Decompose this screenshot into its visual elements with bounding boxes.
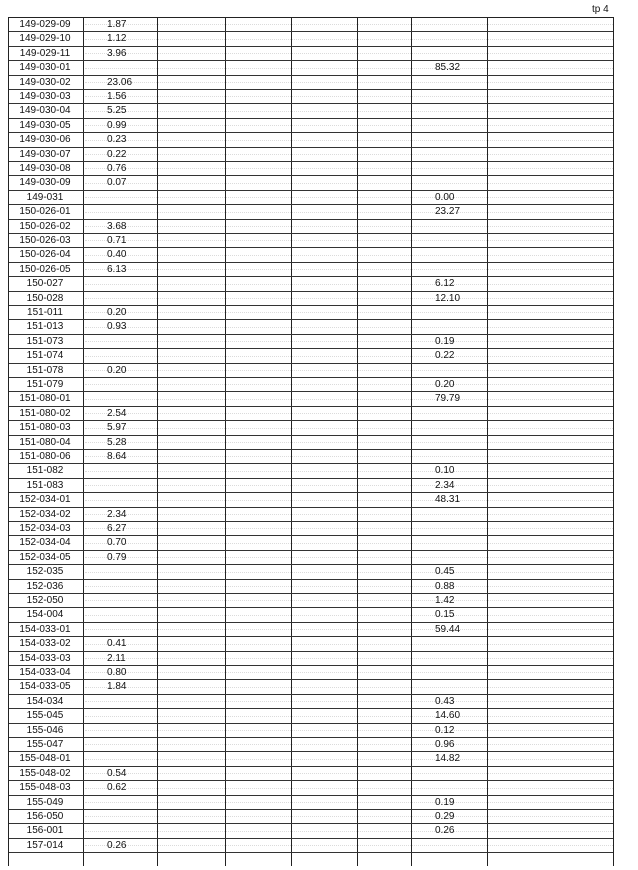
parcel-code-cell: 149-029-11 [19, 47, 71, 59]
page-number: tp 4 [592, 4, 609, 15]
table-row [9, 652, 613, 666]
row-guide-line [85, 514, 613, 522]
row-guide-line [85, 759, 613, 767]
parcel-code-cell: 155-047 [26, 739, 64, 750]
value-b-cell: 0.19 [435, 796, 455, 808]
table-row [9, 306, 613, 320]
value-a-cell [107, 277, 153, 291]
value-a-cell: 23.06 [107, 76, 133, 88]
parcel-code-cell: 154-033-04 [19, 667, 71, 678]
row-guide-line [85, 240, 613, 248]
table-row [9, 493, 613, 507]
parcel-code-cell: 157-014 [26, 839, 64, 851]
table-row [9, 752, 613, 766]
row-guide-line [85, 428, 613, 436]
value-b-cell: 0.15 [435, 609, 455, 621]
table-row [9, 580, 613, 594]
value-b-cell: 1.42 [435, 595, 455, 606]
row-guide-line [85, 816, 613, 824]
value-b-cell: 79.79 [435, 393, 461, 405]
value-b-cell [435, 133, 481, 147]
parcel-code-cell: 149-030-06 [19, 134, 71, 146]
parcel-code-cell: 150-026-03 [19, 235, 71, 246]
table-row [9, 637, 613, 651]
value-b-cell [435, 652, 481, 666]
table-row [9, 565, 613, 579]
table-row [9, 76, 613, 90]
value-a-cell: 2.54 [107, 407, 127, 419]
parcel-code-cell: 151-078 [26, 364, 64, 376]
value-b-cell [435, 666, 481, 680]
row-guide-line [85, 672, 613, 680]
value-b-cell [435, 637, 481, 651]
row-guide-line [85, 701, 613, 709]
parcel-code-cell: 150-028 [26, 292, 64, 304]
value-a-cell [107, 580, 153, 594]
value-b-cell [435, 162, 481, 176]
table-row [9, 148, 613, 162]
row-guide-line [85, 298, 613, 306]
parcel-code-cell: 155-048-02 [19, 767, 71, 779]
parcel-code-cell: 151-080-04 [19, 436, 71, 448]
row-guide-line [85, 644, 613, 652]
value-b-cell: 0.20 [435, 379, 455, 390]
value-b-cell [435, 248, 481, 262]
value-a-cell: 0.71 [107, 235, 127, 246]
table-row [9, 119, 613, 133]
value-b-cell [435, 551, 481, 565]
value-b-cell: 2.34 [435, 479, 455, 491]
table-row [9, 810, 613, 824]
value-b-cell: 59.44 [435, 623, 461, 635]
row-guide-line [85, 312, 613, 320]
row-guide-line [85, 687, 613, 695]
value-b-cell [435, 104, 481, 118]
parcel-code-cell: 151-013 [26, 321, 64, 333]
parcel-code-cell: 154-004 [26, 609, 64, 621]
parcel-code-cell: 151-080-02 [19, 407, 71, 419]
parcel-code-cell: 150-026-04 [19, 249, 71, 261]
parcel-code-cell: 149-030-04 [19, 105, 71, 117]
row-guide-line [85, 615, 613, 623]
value-b-cell: 0.12 [435, 724, 455, 736]
value-a-cell: 5.28 [107, 436, 127, 448]
value-b-cell [435, 176, 481, 190]
table-row [9, 623, 613, 637]
table-row [9, 263, 613, 277]
value-a-cell: 0.07 [107, 177, 127, 189]
parcel-code-cell: 151-073 [26, 335, 64, 347]
parcel-code-cell: 150-026-02 [19, 220, 71, 232]
value-b-cell [435, 364, 481, 378]
table-row [9, 695, 613, 709]
table-row [9, 464, 613, 478]
row-guide-line [85, 557, 613, 565]
table-row [9, 176, 613, 190]
value-b-cell: 0.96 [435, 739, 455, 750]
table-row [9, 349, 613, 363]
row-guide-line [85, 773, 613, 781]
value-a-cell: 3.96 [107, 47, 127, 59]
value-a-cell: 0.99 [107, 119, 127, 131]
value-a-cell [107, 724, 153, 738]
value-b-cell: 0.00 [435, 191, 455, 203]
row-guide-line [85, 629, 613, 637]
table-row [9, 781, 613, 795]
value-b-cell [435, 263, 481, 277]
value-b-cell: 6.12 [435, 278, 455, 290]
parcel-code-cell: 151-083 [26, 479, 64, 491]
parcel-code-cell: 150-027 [26, 278, 64, 290]
parcel-code-cell: 152-034-02 [19, 508, 71, 520]
value-b-cell: 0.43 [435, 695, 455, 707]
row-guide-line [85, 384, 613, 392]
value-a-cell: 0.41 [107, 638, 127, 650]
value-b-cell [435, 407, 481, 421]
row-guide-line [85, 500, 613, 508]
parcel-code-cell: 155-048-01 [19, 753, 71, 765]
table-row [9, 162, 613, 176]
parcel-code-cell: 154-033-01 [19, 623, 71, 635]
parcel-code-cell: 149-031 [26, 191, 64, 203]
row-guide-line [85, 586, 613, 594]
value-a-cell [107, 378, 153, 392]
table-row [9, 191, 613, 205]
value-a-cell: 1.84 [107, 681, 127, 693]
value-a-cell [107, 335, 153, 349]
row-guide-line [85, 140, 613, 148]
table-row [9, 335, 613, 349]
parcel-code-cell: 154-033-03 [19, 652, 71, 664]
table-row [9, 421, 613, 435]
parcel-code-cell: 149-029-09 [19, 19, 71, 30]
parcel-code-cell: 152-035 [26, 566, 64, 578]
row-guide-line [85, 341, 613, 349]
parcel-code-cell: 152-036 [26, 580, 64, 592]
value-a-cell [107, 623, 153, 637]
parcel-code-cell: 154-033-02 [19, 638, 71, 650]
value-a-cell: 1.56 [107, 91, 127, 102]
table-row [9, 248, 613, 262]
row-guide-line [85, 168, 613, 176]
table-row [9, 839, 613, 853]
row-guide-line [85, 284, 613, 292]
table-row [9, 594, 613, 608]
value-a-cell: 0.79 [107, 551, 127, 563]
row-guide-line [85, 53, 613, 61]
value-b-cell [435, 148, 481, 162]
value-a-cell [107, 608, 153, 622]
table-row [9, 378, 613, 392]
parcel-code-cell: 152-034-05 [19, 551, 71, 563]
table-row [9, 508, 613, 522]
row-guide-line [85, 370, 613, 378]
table-row [9, 133, 613, 147]
row-guide-line [85, 197, 613, 205]
row-guide-line [85, 39, 613, 47]
value-a-cell [107, 61, 153, 75]
table-row [9, 364, 613, 378]
table-row [9, 536, 613, 550]
table-row [9, 767, 613, 781]
row-guide-line [85, 183, 613, 191]
value-b-cell [435, 234, 481, 248]
parcel-code-cell: 155-048-03 [19, 782, 71, 794]
table-row [9, 680, 613, 694]
table-row [9, 234, 613, 248]
table-row [9, 61, 613, 75]
value-a-cell: 6.13 [107, 263, 127, 275]
value-b-cell: 23.27 [435, 206, 461, 218]
parcel-code-cell: 156-050 [26, 811, 64, 822]
table-row [9, 450, 613, 464]
parcel-code-cell: 155-045 [26, 710, 64, 722]
row-guide-line [85, 528, 613, 536]
value-b-cell [435, 119, 481, 133]
value-b-cell: 0.45 [435, 566, 455, 578]
parcel-code-cell: 149-030-09 [19, 177, 71, 189]
value-a-cell: 0.22 [107, 148, 127, 160]
row-guide-line [85, 716, 613, 724]
row-guide-line [85, 82, 613, 90]
value-a-cell [107, 594, 153, 608]
row-guide-line [85, 68, 613, 76]
value-a-cell [107, 752, 153, 766]
value-b-cell [435, 436, 481, 450]
parcel-code-cell: 151-080-06 [19, 451, 71, 462]
row-guide-line [85, 543, 613, 551]
value-b-cell [435, 522, 481, 536]
table-row [9, 436, 613, 450]
row-guide-line [85, 442, 613, 450]
table-row [9, 18, 613, 32]
parcel-code-cell: 150-026-05 [19, 263, 71, 275]
row-guide-line [85, 788, 613, 796]
row-guide-line [85, 269, 613, 277]
table-row [9, 320, 613, 334]
table-row [9, 104, 613, 118]
row-guide-line [85, 413, 613, 421]
parcel-code-cell: 155-046 [26, 724, 64, 736]
value-b-cell [435, 320, 481, 334]
parcel-code-cell: 149-030-08 [19, 163, 71, 174]
parcel-code-cell: 152-034-04 [19, 537, 71, 549]
parcel-code-cell: 151-082 [26, 465, 64, 477]
table-row [9, 205, 613, 219]
table-row [9, 392, 613, 406]
table-row [9, 608, 613, 622]
value-a-cell [107, 349, 153, 363]
table-row [9, 479, 613, 493]
parcel-code-cell: 151-080-01 [19, 393, 71, 405]
row-guide-line [85, 456, 613, 464]
row-guide-line [85, 658, 613, 666]
value-a-cell [107, 479, 153, 493]
value-b-cell [435, 839, 481, 853]
parcel-code-cell: 152-034-03 [19, 523, 71, 534]
value-b-cell [435, 90, 481, 104]
value-b-cell [435, 47, 481, 61]
value-b-cell: 0.10 [435, 465, 455, 477]
value-a-cell: 6.27 [107, 523, 127, 534]
parcel-table [8, 17, 614, 866]
row-guide-line [85, 730, 613, 738]
value-a-cell: 0.62 [107, 782, 127, 794]
table-row [9, 32, 613, 46]
row-guide-line [85, 154, 613, 162]
value-a-cell [107, 205, 153, 219]
parcel-code-cell: 152-050 [26, 595, 64, 606]
value-a-cell [107, 565, 153, 579]
value-a-cell: 8.64 [107, 451, 127, 462]
value-b-cell: 14.60 [435, 710, 461, 722]
table-row [9, 551, 613, 565]
row-guide-line [85, 744, 613, 752]
value-a-cell: 0.23 [107, 134, 127, 146]
value-a-cell: 0.20 [107, 364, 127, 376]
row-guide-line [85, 802, 613, 810]
row-guide-line [85, 572, 613, 580]
value-a-cell [107, 191, 153, 205]
value-b-cell [435, 508, 481, 522]
row-guide-line [85, 600, 613, 608]
row-guide-line [85, 399, 613, 407]
parcel-code-cell: 151-080-03 [19, 422, 71, 434]
row-guide-line [85, 485, 613, 493]
row-guide-line [85, 327, 613, 335]
value-b-cell [435, 32, 481, 46]
value-b-cell [435, 306, 481, 320]
table-row [9, 90, 613, 104]
parcel-code-cell: 149-029-10 [19, 33, 71, 45]
value-b-cell [435, 450, 481, 464]
table-row [9, 709, 613, 723]
parcel-code-cell: 149-030-03 [19, 91, 71, 102]
value-a-cell: 2.11 [107, 652, 126, 664]
parcel-code-cell: 149-030-05 [19, 119, 71, 131]
row-guide-line [85, 356, 613, 364]
value-a-cell [107, 292, 153, 306]
value-a-cell [107, 392, 153, 406]
parcel-code-cell: 151-079 [26, 379, 64, 390]
row-guide-line [85, 471, 613, 479]
parcel-code-cell: 152-034-01 [19, 494, 71, 506]
row-guide-line [85, 255, 613, 263]
value-b-cell [435, 767, 481, 781]
parcel-code-cell: 156-001 [26, 825, 64, 837]
table-row [9, 407, 613, 421]
table-row [9, 47, 613, 61]
value-a-cell [107, 464, 153, 478]
value-b-cell [435, 421, 481, 435]
table-row [9, 522, 613, 536]
value-a-cell [107, 810, 153, 824]
row-guide-line [85, 111, 613, 119]
value-a-cell: 0.76 [107, 163, 127, 174]
parcel-code-cell: 151-011 [27, 307, 63, 318]
value-b-cell [435, 76, 481, 90]
value-b-cell: 14.82 [435, 753, 461, 765]
value-b-cell [435, 680, 481, 694]
value-b-cell [435, 536, 481, 550]
value-a-cell: 1.87 [107, 19, 127, 30]
value-a-cell: 0.54 [107, 767, 127, 779]
table-row [9, 220, 613, 234]
value-a-cell: 0.70 [107, 537, 127, 549]
parcel-code-cell: 150-026-01 [19, 206, 71, 218]
value-a-cell [107, 709, 153, 723]
parcel-code-cell: 151-074 [26, 350, 64, 362]
parcel-code-cell: 149-030-02 [19, 76, 71, 88]
value-a-cell [107, 824, 153, 838]
value-a-cell: 5.25 [107, 105, 127, 117]
parcel-code-cell: 154-034 [26, 695, 64, 707]
table-row [9, 796, 613, 810]
value-a-cell [107, 493, 153, 507]
value-a-cell [107, 738, 153, 752]
value-a-cell: 2.34 [107, 508, 127, 520]
row-guide-line [85, 226, 613, 234]
row-guide-line [85, 125, 613, 133]
row-guide-line [85, 831, 613, 839]
value-a-cell [107, 796, 153, 810]
value-b-cell: 0.88 [435, 580, 455, 592]
value-b-cell: 0.29 [435, 811, 455, 822]
value-b-cell [435, 220, 481, 234]
table-row [9, 724, 613, 738]
table-row [9, 824, 613, 838]
parcel-code-cell: 149-030-07 [19, 148, 71, 160]
table-row [9, 292, 613, 306]
value-b-cell: 85.32 [435, 62, 461, 74]
row-guide-line [85, 96, 613, 104]
table-row [9, 277, 613, 291]
value-a-cell: 0.26 [107, 839, 127, 851]
value-b-cell [435, 18, 481, 32]
value-a-cell: 0.20 [107, 307, 127, 318]
value-a-cell: 0.40 [107, 249, 127, 261]
table-row [9, 666, 613, 680]
row-guide-line [85, 845, 613, 853]
table-row [9, 738, 613, 752]
value-b-cell [435, 781, 481, 795]
value-a-cell: 0.80 [107, 667, 127, 678]
row-guide-line [85, 212, 613, 220]
value-b-cell: 0.19 [435, 335, 455, 347]
value-b-cell: 48.31 [435, 494, 461, 506]
row-guide-line [85, 24, 613, 32]
parcel-code-cell: 154-033-05 [19, 681, 71, 693]
value-b-cell: 0.26 [435, 825, 455, 837]
value-a-cell: 3.68 [107, 220, 127, 232]
value-a-cell [107, 695, 153, 709]
value-a-cell: 0.93 [107, 321, 127, 333]
value-a-cell: 5.97 [107, 422, 127, 434]
value-b-cell: 0.22 [435, 350, 455, 362]
value-a-cell: 1.12 [107, 33, 127, 45]
value-b-cell: 12.10 [435, 292, 461, 304]
parcel-code-cell: 155-049 [26, 796, 64, 808]
parcel-code-cell: 149-030-01 [19, 62, 71, 74]
